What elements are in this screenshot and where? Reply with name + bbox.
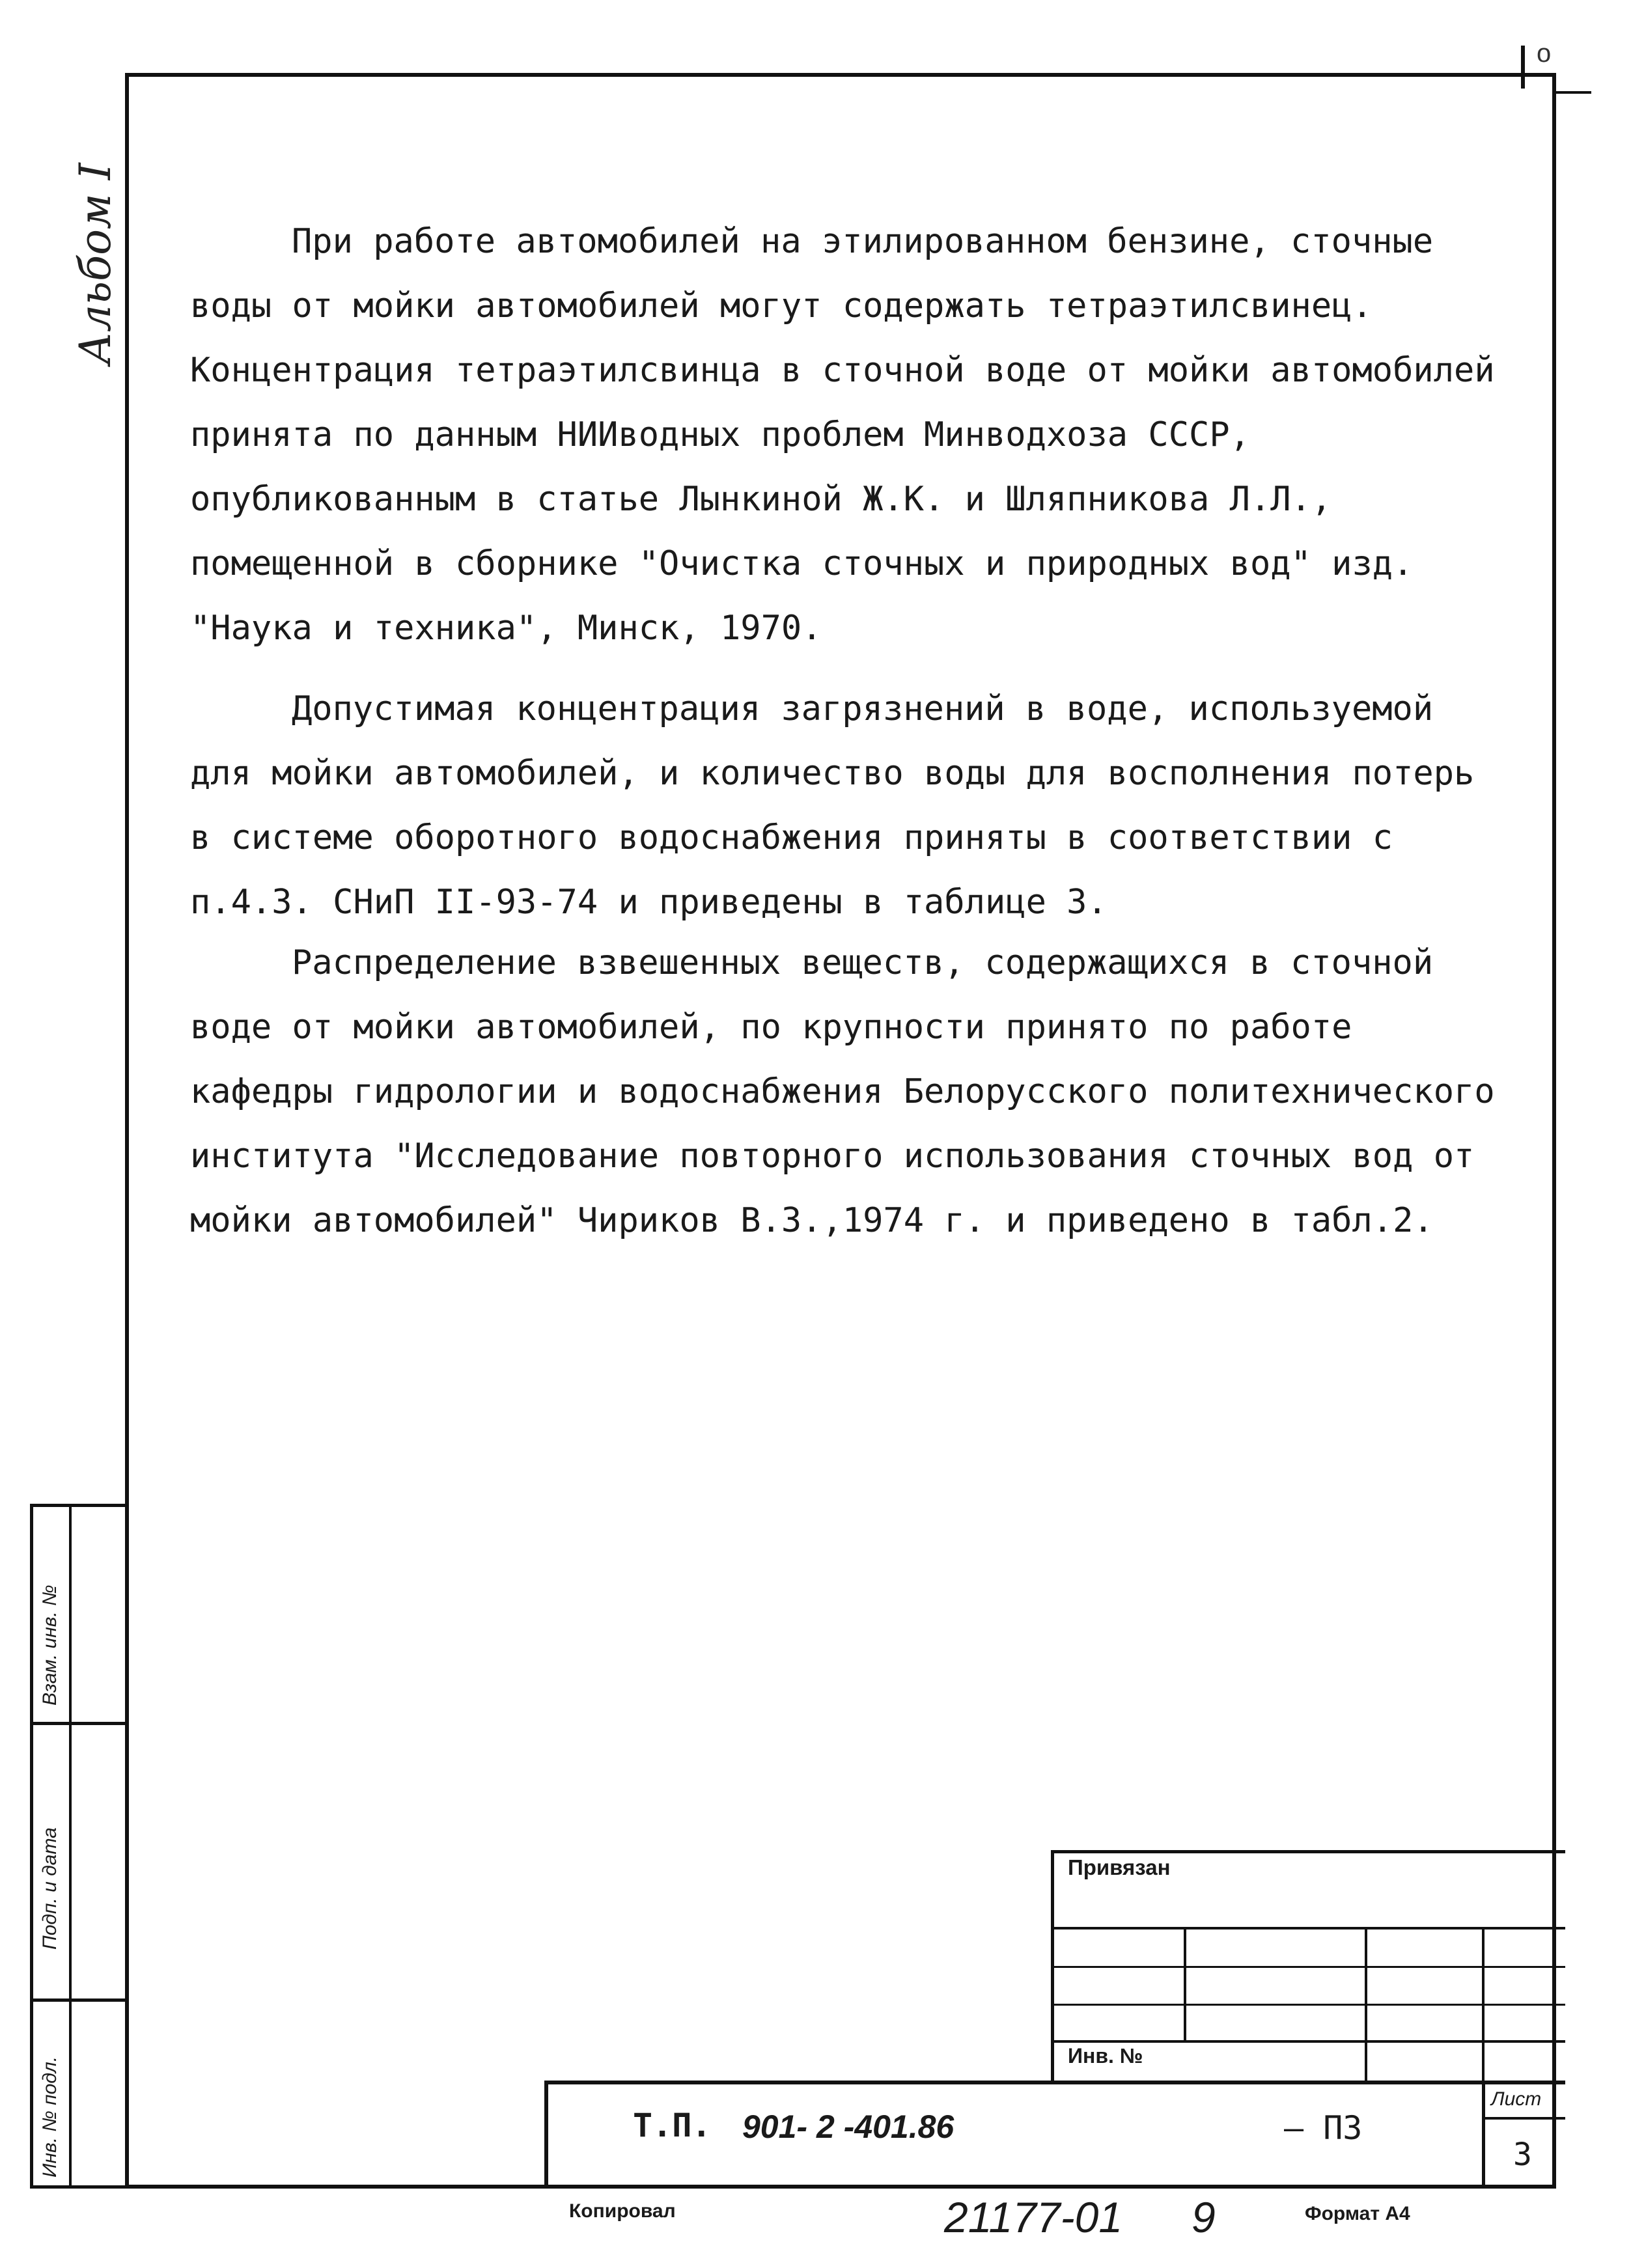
privyazan-row-3: [1051, 2004, 1565, 2006]
sheet-label: Лист: [1491, 2088, 1542, 2110]
sheet-cell-divider: [1482, 2117, 1565, 2120]
privyazan-col-1: [1184, 1927, 1186, 2040]
side-bottom: [30, 2185, 125, 2189]
doc-code-number: 901- 2 -401.86: [742, 2109, 955, 2145]
privyazan-top: [1051, 1850, 1565, 1853]
copied-by-label: Копировал: [569, 2200, 676, 2222]
paragraph-1-text: При работе автомобилей на этилированном бензине, сточные воды от мойки автомобилей могут содержать тетраэтилсвинец. Концентрация тетраэтилсвинца в сточной воде от мойки автомобилей принята по данным НИИводных проблем Минводхоза СССР, опубликованным в статье Лынкиной Ж.К. и Шляпникова Л.Л., помещенной в сборнике "Очистка сточных и природных вод" изд. "Наука и техника", Минск, 1970.: [190, 222, 1495, 648]
privyazan-row-1: [1051, 1927, 1565, 1929]
paragraph-2-text: Допустимая концентрация загрязнений в воде, используемой для мойки автомобилей, и количество воды для восполнения потерь в системе оборотного водоснабжения приняты в соответствии с п.4.3. СНиП II-93-74 и приведены в таблице 3.: [190, 689, 1475, 922]
side-label-podp-data: Подп. и дата: [39, 1827, 61, 1950]
titleblock-top: [544, 2081, 1565, 2084]
sheet-number: 3: [1513, 2137, 1532, 2173]
doc-suffix: – ПЗ: [1284, 2109, 1363, 2147]
inv-no-label: Инв. №: [1068, 2044, 1143, 2067]
doc-code-prefix: Т.П.: [633, 2107, 712, 2144]
paragraph-3: [190, 931, 1512, 1253]
page-number: 9: [1192, 2193, 1216, 2241]
privyazan-col-3: [1482, 1927, 1485, 2083]
titleblock-left: [544, 2081, 548, 2189]
privyazan-label: Привязан: [1068, 1855, 1171, 1879]
corner-tick: [1521, 46, 1525, 89]
paragraph-1: [190, 210, 1512, 661]
album-label: Альбом I: [70, 163, 120, 365]
side-row-divider-1: [30, 1722, 125, 1725]
privyazan-col-2: [1365, 1927, 1367, 2083]
corner-extension: [1552, 91, 1591, 94]
side-label-inv-podl: Инв. № подл.: [39, 2056, 61, 2178]
corner-mark: о: [1537, 39, 1552, 68]
privyazan-row-2: [1051, 1966, 1565, 1968]
order-number: 21177-01: [944, 2193, 1123, 2241]
paragraph-3-text: Распределение взвешенных веществ, содержащихся в сточной воде от мойки автомобилей, по крупности принято по работе кафедры гидрологии и водоснабжения Белорусского политехнического института "Исследование повторного использования сточных вод от мойки автомобилей" Чириков В.З.,1974 г. и приведено в табл.2.: [190, 943, 1495, 1240]
paragraph-2: [190, 677, 1512, 935]
side-col-divider: [69, 1504, 72, 2189]
privyazan-row-4: [1051, 2040, 1565, 2043]
sheet-cell-left: [1482, 2081, 1485, 2189]
side-label-vzam-inv: Взам. инв. №: [39, 1584, 61, 1706]
format-label: Формат А4: [1305, 2203, 1410, 2224]
side-row-divider-2: [30, 1998, 125, 2002]
